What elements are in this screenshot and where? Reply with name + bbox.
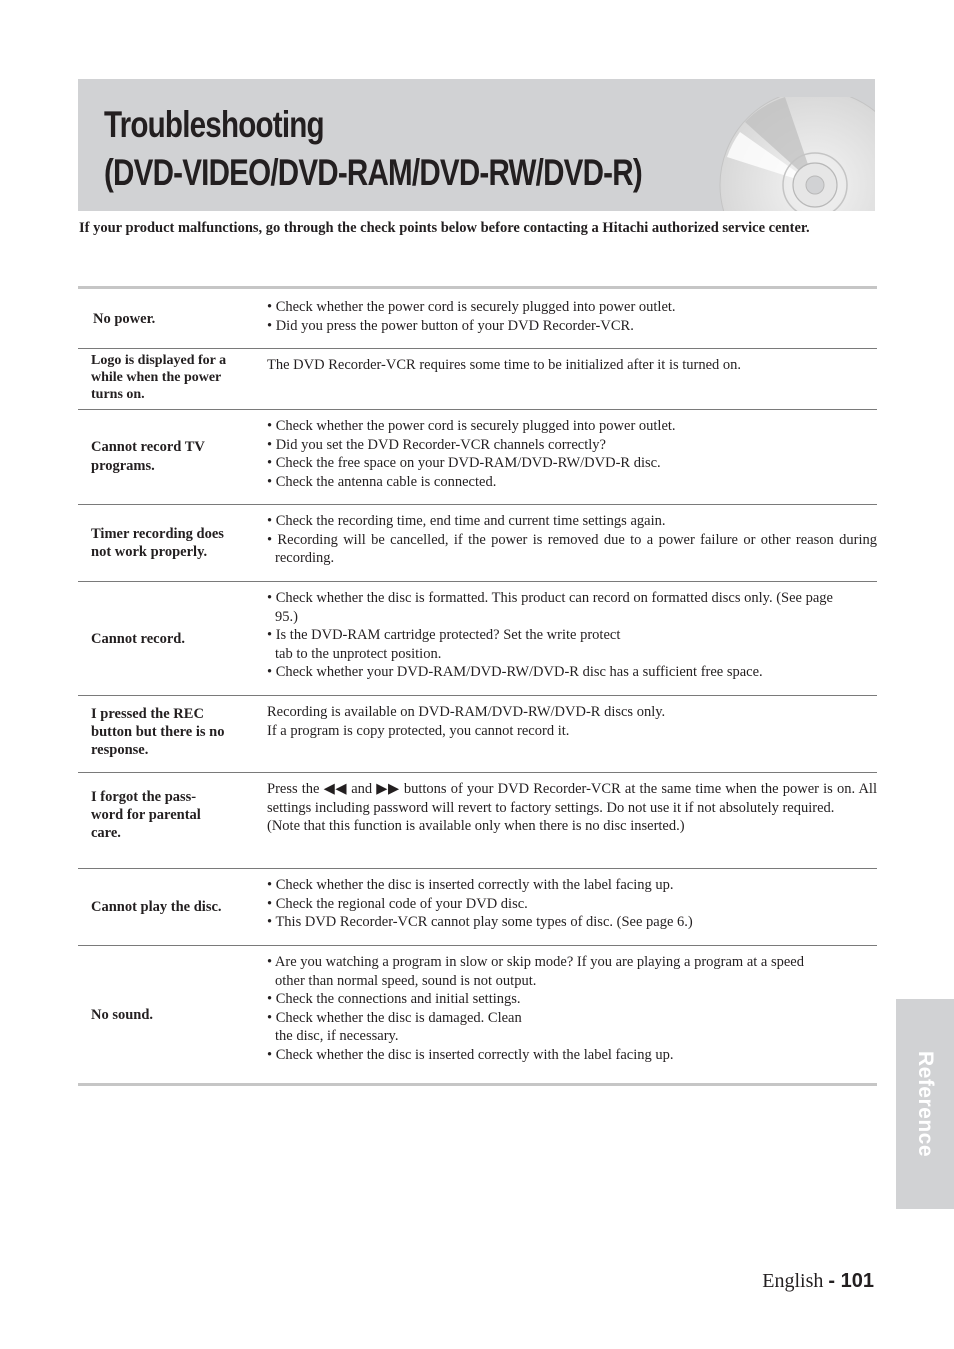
problem-cell: No power. xyxy=(93,310,156,327)
solution-cell: • Are you watching a program in slow or skip mode? If you are playing a program at a speed other than normal speed, sound is not output. • Check the connections and initial settings. • Check whether the disc is damaged. Clean the disc, if necessary. • Check whether the disc is inserted correctly with the label facing up. xyxy=(267,954,804,1063)
troubleshooting-table xyxy=(78,286,877,1086)
problem-cell: Timer recording does not work properly. xyxy=(91,526,224,560)
problem-cell: Logo is displayed for a while when the power turns on. xyxy=(91,353,227,402)
table-row xyxy=(78,696,877,773)
table-row xyxy=(78,773,877,869)
table-row xyxy=(78,869,877,946)
footer-language: English xyxy=(762,1270,824,1292)
disc-icon xyxy=(715,97,875,211)
solution-cell: • Check the recording time, end time and current time settings again. • Recording will be cancelled, if the power is removed due to a power failure or other reason during recording. xyxy=(267,513,877,566)
table-row xyxy=(78,410,877,505)
title-line-2: (DVD-VIDEO/DVD-RAM/DVD-RW/DVD-R) xyxy=(104,152,642,193)
page-footer xyxy=(762,1270,874,1293)
title-line-1: Troubleshooting xyxy=(104,104,324,145)
table-row xyxy=(78,946,877,1083)
solution-cell: • Check whether the disc is formatted. This product can record on formatted discs only. (See page 95.) • Is the DVD-RAM cartridge protected? Set the write protect tab to the unprotect position. • Check whether your DVD-RAM/DVD-RW/DVD-R disc has a sufficient free space. xyxy=(267,590,833,680)
problem-cell: Cannot play the disc. xyxy=(91,899,222,915)
intro-text: If your product malfunctions, go through the check points below before contacting a Hitachi authorized service center. xyxy=(79,220,810,236)
table-row xyxy=(78,289,877,349)
solution-cell: Press the ◀◀ and ▶▶ buttons of your DVD Recorder-VCR at the same time when the power is on. All settings including password will revert to factory settings. Do not use it if not absolutely required. (Note that this function is available only when there is no disc inserted.) xyxy=(267,781,877,834)
page-number: - 101 xyxy=(828,1270,874,1292)
table-row xyxy=(78,505,877,582)
problem-cell: Cannot record TV programs. xyxy=(91,438,205,474)
section-tab xyxy=(896,999,954,1209)
section-tab-label: Reference xyxy=(914,1050,937,1158)
solution-cell: • Check whether the power cord is securely plugged into power outlet. • Did you set the DVD Recorder-VCR channels correctly? • Check the free space on your DVD-RAM/DVD-RW/DVD-R disc. • Check the antenna cable is connected. xyxy=(267,418,676,490)
problem-cell: No sound. xyxy=(91,1006,154,1023)
solution-cell: • Check whether the disc is inserted correctly with the label facing up. • Check the regional code of your DVD disc. • This DVD Recorder-VCR cannot play some types of disc. (See page 6.) xyxy=(267,877,693,930)
page-title xyxy=(104,101,642,197)
solution-cell: Recording is available on DVD-RAM/DVD-RW/DVD-R discs only. If a program is copy protected, you cannot record it. xyxy=(267,704,666,739)
solution-cell: The DVD Recorder-VCR requires some time to be initialized after it is turned on. xyxy=(267,357,742,373)
table-row xyxy=(78,582,877,696)
solution-cell: • Check whether the power cord is securely plugged into power outlet. • Did you press the power button of your DVD Recorder-VCR. xyxy=(267,299,676,334)
problem-cell: I pressed the REC button but there is no response. xyxy=(91,706,225,758)
problem-cell: I forgot the pass-word for parental care. xyxy=(91,789,201,841)
table-row xyxy=(78,349,877,410)
title-band xyxy=(78,79,875,211)
problem-cell: Cannot record. xyxy=(91,630,185,647)
